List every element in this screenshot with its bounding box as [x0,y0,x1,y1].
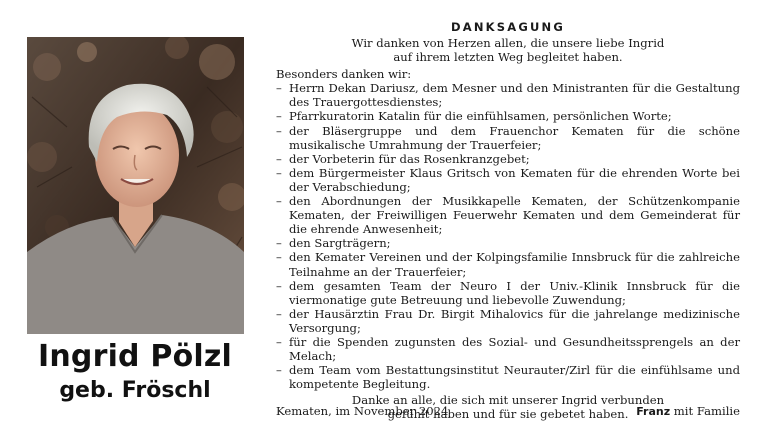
signature [636,404,740,419]
list-item: – den Kemater Vereinen und der Kolpingsfamilie Innsbruck für die zahlreiche Teilnahme an der Trauerfeier; [276,250,740,278]
notice-heading: DANKSAGUNG [450,20,565,34]
closing-line-2: gefühlt haben und für sie gebetet haben. [387,407,629,422]
list-item: – der Vorbeterin für das Rosenkranzgebet; [276,152,740,166]
place-date: Kematen, im November 2024 [276,404,449,418]
list-item: – dem gesamten Team der Neuro I der Univ.-Klinik Innsbruck für die viermonatige gute Betreuung und liebevolle Zuwendung; [276,279,740,307]
closing-line-1: Danke an alle, die sich mit unserer Ingrid verbunden [351,393,665,408]
list-item: – der Bläsergruppe und dem Frauenchor Kematen für die schöne musikalische Umrahmung der Trauerfeier; [276,124,740,152]
portrait-illustration [27,37,244,334]
list-item: – Pfarrkuratorin Katalin für die einfühlsamen, persönlichen Worte; [276,109,740,123]
list-item: – für die Spenden zugunsten des Sozial- und Gesundheitssprengels an der Melach; [276,335,740,363]
signer-name: Franz [636,405,671,418]
deceased-name: Ingrid Pölzl [37,339,233,374]
list-item: – den Abordnungen der Musikkapelle Kematen, der Schützenkompanie Kematen, der Freiwilligen Feuerwehr Kematen und dem Gemeinderat für die ehrende Anwesenheit; [276,194,740,236]
thanks-text-block [276,20,740,422]
special-thanks-label: Besonders danken wir: [276,67,412,82]
signer-suffix: mit Familie [670,404,740,418]
list-item: – den Sargträgern; [276,236,740,250]
list-item: – Herrn Dekan Dariusz, dem Mesner und den Ministranten für die Gestaltung des Trauergottesdienstes; [276,81,740,109]
portrait-photo [27,37,244,334]
intro-line-2: auf ihrem letzten Weg begleitet haben. [393,50,623,65]
intro-line-1: Wir danken von Herzen allen, die unsere liebe Ingrid [351,36,665,50]
maiden-name: geb. Fröschl [59,378,211,403]
list-item: – dem Team vom Bestattungsinstitut Neurauter/Zirl für die einfühlsame und kompetente Begleitung. [276,363,740,391]
list-item: – der Hausärztin Frau Dr. Birgit Mihalovics für die jahrelange medizinische Versorgung; [276,307,740,335]
thanks-list [276,81,740,391]
list-item: – dem Bürgermeister Klaus Gritsch von Kematen für die ehrenden Worte bei der Verabschiedung; [276,166,740,194]
